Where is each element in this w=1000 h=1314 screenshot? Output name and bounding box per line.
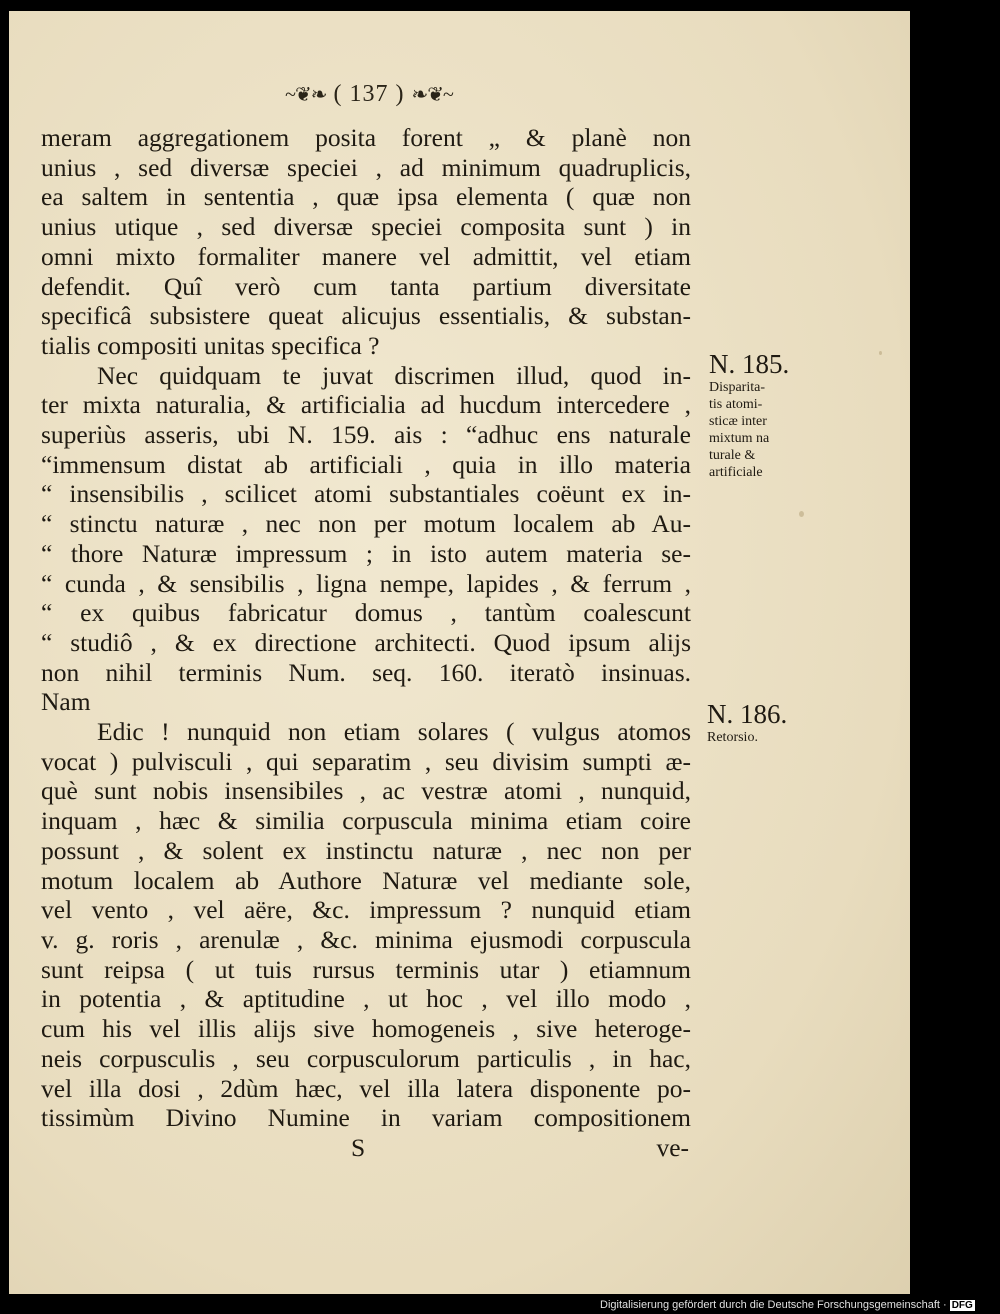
catchword: ve-: [656, 1132, 689, 1162]
marginal-line: artificiale: [709, 465, 763, 480]
text-line: in potentia , & aptitudine , ut hoc , vel illo modo ,: [41, 984, 691, 1014]
text-line: “ ex quibus fabricatur domus , tantùm coalescunt: [41, 598, 691, 628]
text-line: superiùs asseris, ubi N. 159. ais : “adhuc ens naturale: [41, 420, 691, 450]
text-line: neis corpusculis , seu corpusculorum particulis , in hac,: [41, 1043, 691, 1073]
body-text: [41, 123, 691, 1163]
text-line: unius , sed diversæ speciei , ad minimum quadruplicis,: [41, 152, 691, 182]
scan-border: [910, 11, 1000, 1294]
marginal-line: mixtum na: [709, 431, 770, 446]
marginal-line: sticæ inter: [709, 414, 767, 429]
credit-text: Digitalisierung gefördert durch die Deutsche Forschungsgemeinschaft ·: [600, 1299, 947, 1311]
text-line: què sunt nobis insensibiles , ac vestræ atomi , nunquid,: [41, 776, 691, 806]
paper-stain: [879, 351, 882, 355]
marginal-line: tis atomi-: [709, 397, 763, 412]
text-line: Nam: [41, 687, 91, 717]
text-line: v. g. roris , arenulæ , &c. minima ejusmodi corpuscula: [41, 924, 691, 954]
text-line: vel illa dosi , 2dùm hæc, vel illa latera disponente po-: [41, 1073, 691, 1103]
marginal-number: N. 185.: [709, 349, 790, 379]
signature-line: [41, 1133, 691, 1163]
text-line: sunt reipsa ( ut tuis rursus terminis utar ) etiamnum: [41, 954, 691, 984]
text-line: defendit. Quî verò cum tanta partium diversitate: [41, 271, 691, 301]
text-line: vocat ) pulvisculi , qui separatim , seu divisim sumpti æ-: [41, 746, 691, 776]
text-line: inquam , hæc & similia corpuscula minima etiam coire: [41, 806, 691, 836]
text-line: omni mixto formaliter manere vel admittit, vel etiam: [41, 241, 691, 271]
text-line: tissimùm Divino Numine in variam compositionem: [41, 1103, 691, 1133]
text-line: Nec quidquam te juvat discrimen illud, quod in-: [97, 360, 691, 390]
text-line: “ cunda , & sensibilis , ligna nempe, lapides , & ferrum ,: [41, 568, 691, 598]
marginal-number: N. 186.: [707, 699, 788, 729]
text-line: “ studiô , & ex directione architecti. Quod ipsum alijs: [41, 627, 691, 657]
marginal-note-186: [707, 699, 807, 746]
text-line: meram aggregationem posita forent „ & planè non: [41, 123, 691, 152]
marginal-line: turale &: [709, 448, 756, 463]
text-line: cum his vel illis alijs sive homogeneis , sive heteroge-: [41, 1014, 691, 1044]
text-line: unius utique , sed diversæ speciei composita sunt ) in: [41, 212, 691, 242]
digitization-credit: [600, 1299, 975, 1311]
text-line: tialis compositi unitas specifica ?: [41, 330, 380, 360]
text-line: ter mixta naturalia, & artificialia ad hucdum intercedere ,: [41, 390, 691, 420]
paper-stain: [799, 511, 804, 517]
text-line: “ stinctu naturæ , nec non per motum localem ab Au-: [41, 509, 691, 539]
text-line: possunt , & solent ex instinctu naturæ , nec non per: [41, 835, 691, 865]
marginal-line: Disparita-: [709, 380, 765, 395]
page-number: ( 137 ): [333, 81, 405, 107]
page-header: [259, 81, 479, 108]
text-line: specificâ subsistere queat alicujus essentialis, & substan-: [41, 301, 691, 331]
ornament-left: ~❦❧: [285, 84, 327, 106]
dfg-logo: DFG: [951, 1300, 973, 1311]
text-line: “immensum distat ab artificiali , quia in illo materia: [41, 449, 691, 479]
text-line: ea saltem in sententia , quæ ipsa elementa ( quæ non: [41, 182, 691, 212]
ornament-right: ❧❦~: [411, 84, 453, 106]
text-line: vel vento , vel aëre, &c. impressum ? nunquid etiam: [41, 895, 691, 925]
book-page: [9, 11, 910, 1294]
text-line: “ insensibilis , scilicet atomi substantiales coëunt ex in-: [41, 479, 691, 509]
text-line: non nihil terminis Num. seq. 160. iteratò insinuas.: [41, 657, 691, 687]
text-line: Edic ! nunquid non etiam solares ( vulgus atomos: [97, 717, 691, 747]
marginal-line: Retorsio.: [707, 730, 758, 745]
text-line: “ thore Naturæ impressum ; in isto autem materia se-: [41, 538, 691, 568]
signature-mark: S: [351, 1132, 366, 1162]
text-line: motum localem ab Authore Naturæ vel mediante sole,: [41, 865, 691, 895]
marginal-note-185: [709, 349, 809, 481]
